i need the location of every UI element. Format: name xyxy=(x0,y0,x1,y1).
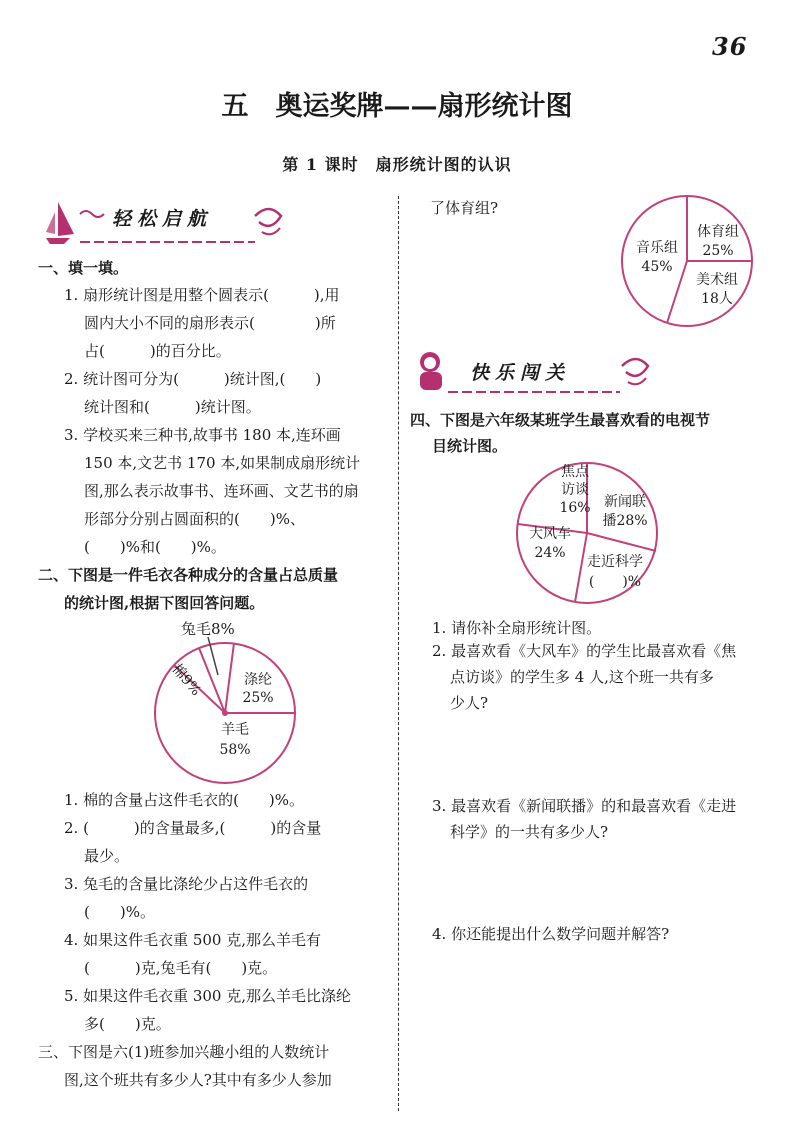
question-text: 3. 兔毛的含量比涤纶少占这件毛衣的 xyxy=(64,875,309,893)
column-divider xyxy=(398,196,399,1111)
slice-label-polyester-name: 涤纶 xyxy=(244,672,272,688)
slice-label-music-pct: 45% xyxy=(641,259,673,275)
question-text: 最少。 xyxy=(84,847,130,865)
question-text: 4. 你还能提出什么数学问题并解答? xyxy=(432,925,670,943)
slice-label-sports-pct: 25% xyxy=(702,243,734,259)
question-text: 形部分分别占圆面积的( )%、 xyxy=(84,510,305,528)
slice-label-polyester-pct: 25% xyxy=(242,690,274,706)
question-text: 1. 请你补全扇形统计图。 xyxy=(432,619,602,637)
question-text: 4. 如果这件毛衣重 500 克,那么羊毛有 xyxy=(64,931,322,949)
question-text: 圆内大小不同的扇形表示( )所 xyxy=(84,314,336,332)
slice-label-music-name: 音乐组 xyxy=(636,240,678,256)
unit-title: 五 奥运奖牌——扇形统计图 xyxy=(221,91,573,122)
pie-slice-boundary xyxy=(199,648,225,713)
slice-label-cotton: 棉9% xyxy=(168,660,204,700)
question-text: 2. 统计图可分为( )统计图,( ) xyxy=(64,370,322,388)
pie-slice-boundary xyxy=(225,643,234,713)
slice-label-focus-name: 焦点 xyxy=(561,464,589,480)
question-text: 1. 扇形统计图是用整个圆表示( ),用 xyxy=(64,286,340,304)
pie-slice-boundary xyxy=(587,533,656,551)
slice-label-news-pct: 28% xyxy=(616,513,648,529)
question-text: 5. 如果这件毛衣重 300 克,那么羊毛比涤纶 xyxy=(64,987,352,1005)
banner-label: 快乐闯关 xyxy=(470,362,571,384)
sweater-composition-pie-chart xyxy=(150,615,310,785)
pie-center xyxy=(222,710,228,716)
slice-label-wind-pct: 24% xyxy=(534,545,566,561)
question-text: ( )%和( )%。 xyxy=(84,538,226,556)
slice-label-rabbit-hair: 兔毛8% xyxy=(181,620,235,638)
question-text: 科学》的一共有多少人? xyxy=(450,823,609,841)
slice-label-art-count: 18人 xyxy=(701,291,733,307)
section-2-title: 二、下图是一件毛衣各种成分的含量占总质量 xyxy=(38,566,339,584)
question-text: 少人? xyxy=(450,694,489,712)
question-text: 1. 棉的含量占这件毛衣的( )%。 xyxy=(64,791,305,809)
question-text: 占( )的百分比。 xyxy=(84,342,231,360)
slice-label-art-name: 美术组 xyxy=(696,272,738,288)
question-text: ( )克,兔毛有( )克。 xyxy=(84,959,278,977)
question-text: 2. 最喜欢看《大风车》的学生比最喜欢看《焦 xyxy=(432,642,737,660)
slice-label-focus-name: 访谈 xyxy=(561,482,589,498)
slice-label-news-name: 播 xyxy=(602,513,617,529)
slice-label-science-pct: ( )% xyxy=(588,574,642,590)
question-text: 3. 最喜欢看《新闻联播》的和最喜欢看《走进 xyxy=(432,797,737,815)
slice-label-news-name-pct xyxy=(596,513,654,529)
slice-label-science-name: 走近科学 xyxy=(587,554,643,570)
question-text: 多( )克。 xyxy=(84,1015,171,1033)
question-text: 图,那么表示故事书、连环画、文艺书的扇 xyxy=(84,482,359,500)
lesson-title: 第 1 课时 扇形统计图的认识 xyxy=(282,155,512,174)
page-number: 36 xyxy=(712,32,748,61)
question-text: 2. ( )的含量最多,( )的含量 xyxy=(64,819,322,837)
banner-happy-challenge xyxy=(408,348,658,396)
slice-label-sports-name: 体育组 xyxy=(697,224,739,240)
question-text: ( )%。 xyxy=(84,903,155,921)
section-3-title: 三、下图是六(1)班参加兴趣小组的人数统计 xyxy=(38,1043,330,1061)
section-4-title: 四、下图是六年级某班学生最喜欢看的电视节 xyxy=(410,411,711,429)
slice-label-focus-pct: 16% xyxy=(559,500,591,516)
question-text: 点访谈》的学生多 4 人,这个班一共有多 xyxy=(450,668,714,686)
banner-easy-start xyxy=(40,198,290,246)
section-1-title: 一、填一填。 xyxy=(38,259,129,277)
section-4-title: 目统计图。 xyxy=(432,437,508,455)
slice-label-wool-pct: 58% xyxy=(219,742,251,758)
banner-label: 轻松启航 xyxy=(112,208,213,230)
question-text: 统计图和( )统计图。 xyxy=(84,398,261,416)
section-3-title: 图,这个班共有多少人?其中有多少人参加 xyxy=(64,1071,332,1089)
slice-label-wind-name: 大风车 xyxy=(529,526,571,542)
slice-label-wool-name: 羊毛 xyxy=(221,722,249,738)
section-2-title: 的统计图,根据下图回答问题。 xyxy=(64,594,265,612)
question-text: 150 本,文艺书 170 本,如果制成扇形统计 xyxy=(84,454,361,472)
section-3-continued: 了体育组? xyxy=(430,199,499,217)
question-text: 3. 学校买来三种书,故事书 180 本,连环画 xyxy=(64,426,341,444)
slice-label-news-name: 新闻联 xyxy=(604,494,646,510)
